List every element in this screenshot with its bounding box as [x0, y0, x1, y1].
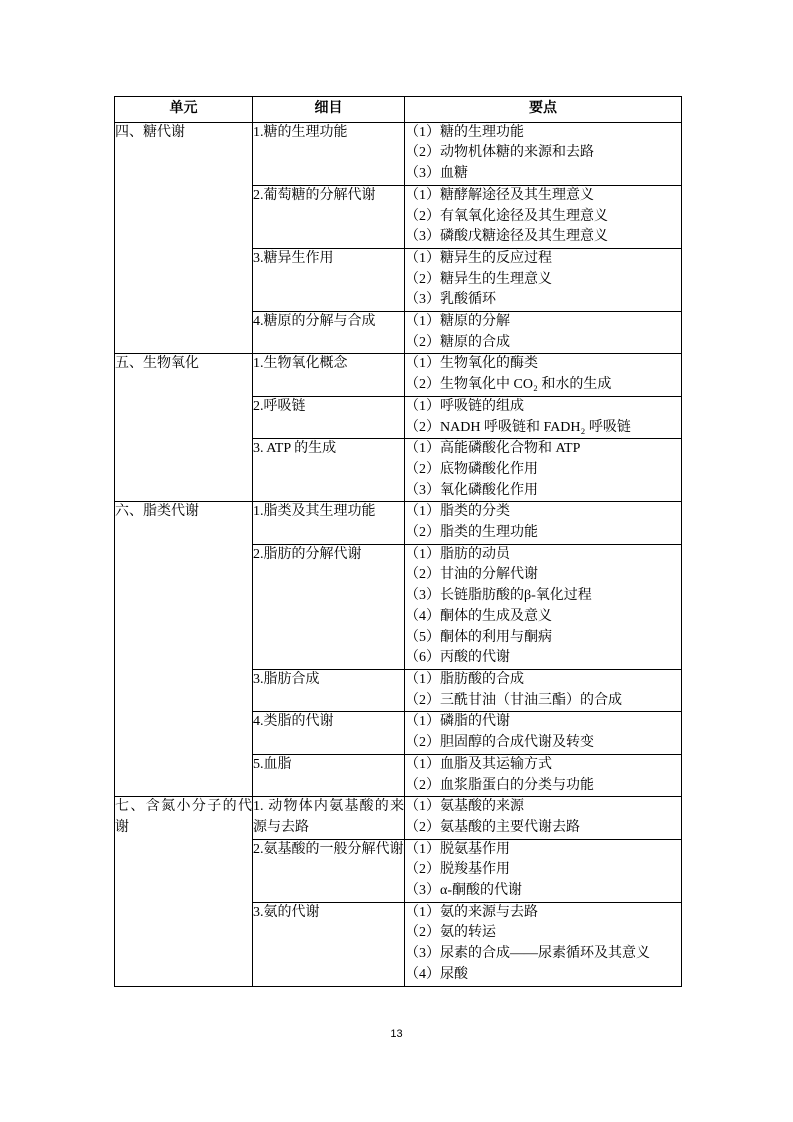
unit-cell: 七、含氮小分子的代谢 — [115, 797, 253, 986]
point-item: （1）糖的生理功能 — [405, 124, 524, 140]
points-cell — [405, 439, 682, 502]
point-item: （2）动物机体糖的来源和去路 — [405, 145, 594, 161]
detail-cell: 1.脂类及其生理功能 — [253, 502, 405, 544]
point-item: （2）脱羧基作用 — [405, 862, 510, 878]
point-item: （1）糖异生的反应过程 — [405, 250, 552, 266]
points-cell — [405, 248, 682, 311]
header-point: 要点 — [405, 97, 682, 123]
points-cell — [405, 902, 682, 986]
points-cell — [405, 669, 682, 711]
point-item: （1）磷脂的代谢 — [405, 714, 510, 730]
point-item: （3）氧化磷酸化作用 — [405, 482, 538, 498]
detail-cell: 4.糖原的分解与合成 — [253, 312, 405, 354]
point-item: （2）有氧氧化途径及其生理意义 — [405, 208, 608, 224]
table-row — [115, 502, 682, 544]
detail-cell: 1. 动物体内氨基酸的来源与去路 — [253, 797, 405, 839]
points-cell — [405, 544, 682, 669]
points-cell — [405, 502, 682, 544]
point-item: （4）酮体的生成及意义 — [405, 608, 552, 624]
points-cell — [405, 797, 682, 839]
point-item: （1）生物氧化的酶类 — [405, 356, 538, 372]
point-item: （3）乳酸循环 — [405, 292, 496, 308]
table-row — [115, 354, 682, 396]
points-cell — [405, 712, 682, 754]
point-item: （1）脂肪的动员 — [405, 546, 510, 562]
point-item: （3）血糖 — [405, 166, 468, 182]
point-item: （2）生物氧化中 CO₂ 和水的生成 — [405, 377, 612, 393]
unit-cell: 六、脂类代谢 — [115, 502, 253, 797]
point-item: （2）甘油的分解代谢 — [405, 567, 538, 583]
point-item: （3）尿素的合成——尿素循环及其意义 — [405, 946, 650, 962]
point-item: （3）磷酸戊糖途径及其生理意义 — [405, 229, 608, 245]
point-item: （1）脂类的分类 — [405, 504, 510, 520]
detail-cell: 2.氨基酸的一般分解代谢 — [253, 839, 405, 902]
page-number: 13 — [390, 1028, 403, 1040]
unit-cell: 四、糖代谢 — [115, 122, 253, 354]
header-row — [115, 97, 682, 123]
point-item: （2）氨的转运 — [405, 925, 496, 941]
point-item: （2）血浆脂蛋白的分类与功能 — [405, 777, 594, 793]
detail-cell: 2.脂肪的分解代谢 — [253, 544, 405, 669]
points-cell — [405, 185, 682, 248]
point-item: （2）脂类的生理功能 — [405, 525, 538, 541]
point-item: （1）呼吸链的组成 — [405, 398, 524, 414]
points-cell — [405, 754, 682, 796]
detail-cell: 2.呼吸链 — [253, 396, 405, 438]
point-item: （4）尿酸 — [405, 966, 468, 982]
detail-cell: 1.生物氧化概念 — [253, 354, 405, 396]
detail-cell: 5.血脂 — [253, 754, 405, 796]
point-item: （5）酮体的利用与酮病 — [405, 629, 552, 645]
table-row — [115, 797, 682, 839]
detail-cell: 1.糖的生理功能 — [253, 122, 405, 185]
point-item: （2）胆固醇的合成代谢及转变 — [405, 735, 594, 751]
detail-cell: 3.脂肪合成 — [253, 669, 405, 711]
point-item: （2）氨基酸的主要代谢去路 — [405, 819, 580, 835]
points-cell — [405, 839, 682, 902]
point-item: （6）丙酸的代谢 — [405, 650, 510, 666]
point-item: （1）氨基酸的来源 — [405, 799, 524, 815]
points-cell — [405, 396, 682, 438]
point-item: （1）脂肪酸的合成 — [405, 671, 524, 687]
points-cell — [405, 354, 682, 396]
table-row — [115, 122, 682, 185]
point-item: （1）糖酵解途径及其生理意义 — [405, 187, 594, 203]
point-item: （2）底物磷酸化作用 — [405, 461, 538, 477]
detail-cell: 4.类脂的代谢 — [253, 712, 405, 754]
header-detail: 细目 — [253, 97, 405, 123]
detail-cell: 2.葡萄糖的分解代谢 — [253, 185, 405, 248]
point-item: （1）高能磷酸化合物和 ATP — [405, 441, 581, 457]
detail-cell: 3.糖异生作用 — [253, 248, 405, 311]
points-cell — [405, 122, 682, 185]
point-item: （3）长链脂肪酸的β-氧化过程 — [405, 588, 592, 604]
unit-cell: 五、生物氧化 — [115, 354, 253, 502]
point-item: （1）血脂及其运输方式 — [405, 756, 552, 772]
point-item: （2）NADH 呼吸链和 FADH₂ 呼吸链 — [405, 419, 631, 435]
point-item: （1）糖原的分解 — [405, 314, 510, 330]
point-item: （1）氨的来源与去路 — [405, 904, 538, 920]
detail-cell: 3.氨的代谢 — [253, 902, 405, 986]
point-item: （2）三酰甘油（甘油三酯）的合成 — [405, 692, 622, 708]
point-item: （2）糖原的合成 — [405, 334, 510, 350]
header-unit: 单元 — [115, 97, 253, 123]
point-item: （2）糖异生的生理意义 — [405, 271, 552, 287]
points-cell — [405, 312, 682, 354]
syllabus-table — [114, 96, 682, 987]
point-item: （3）α-酮酸的代谢 — [405, 883, 522, 899]
point-item: （1）脱氨基作用 — [405, 841, 510, 857]
detail-cell: 3. ATP 的生成 — [253, 439, 405, 502]
